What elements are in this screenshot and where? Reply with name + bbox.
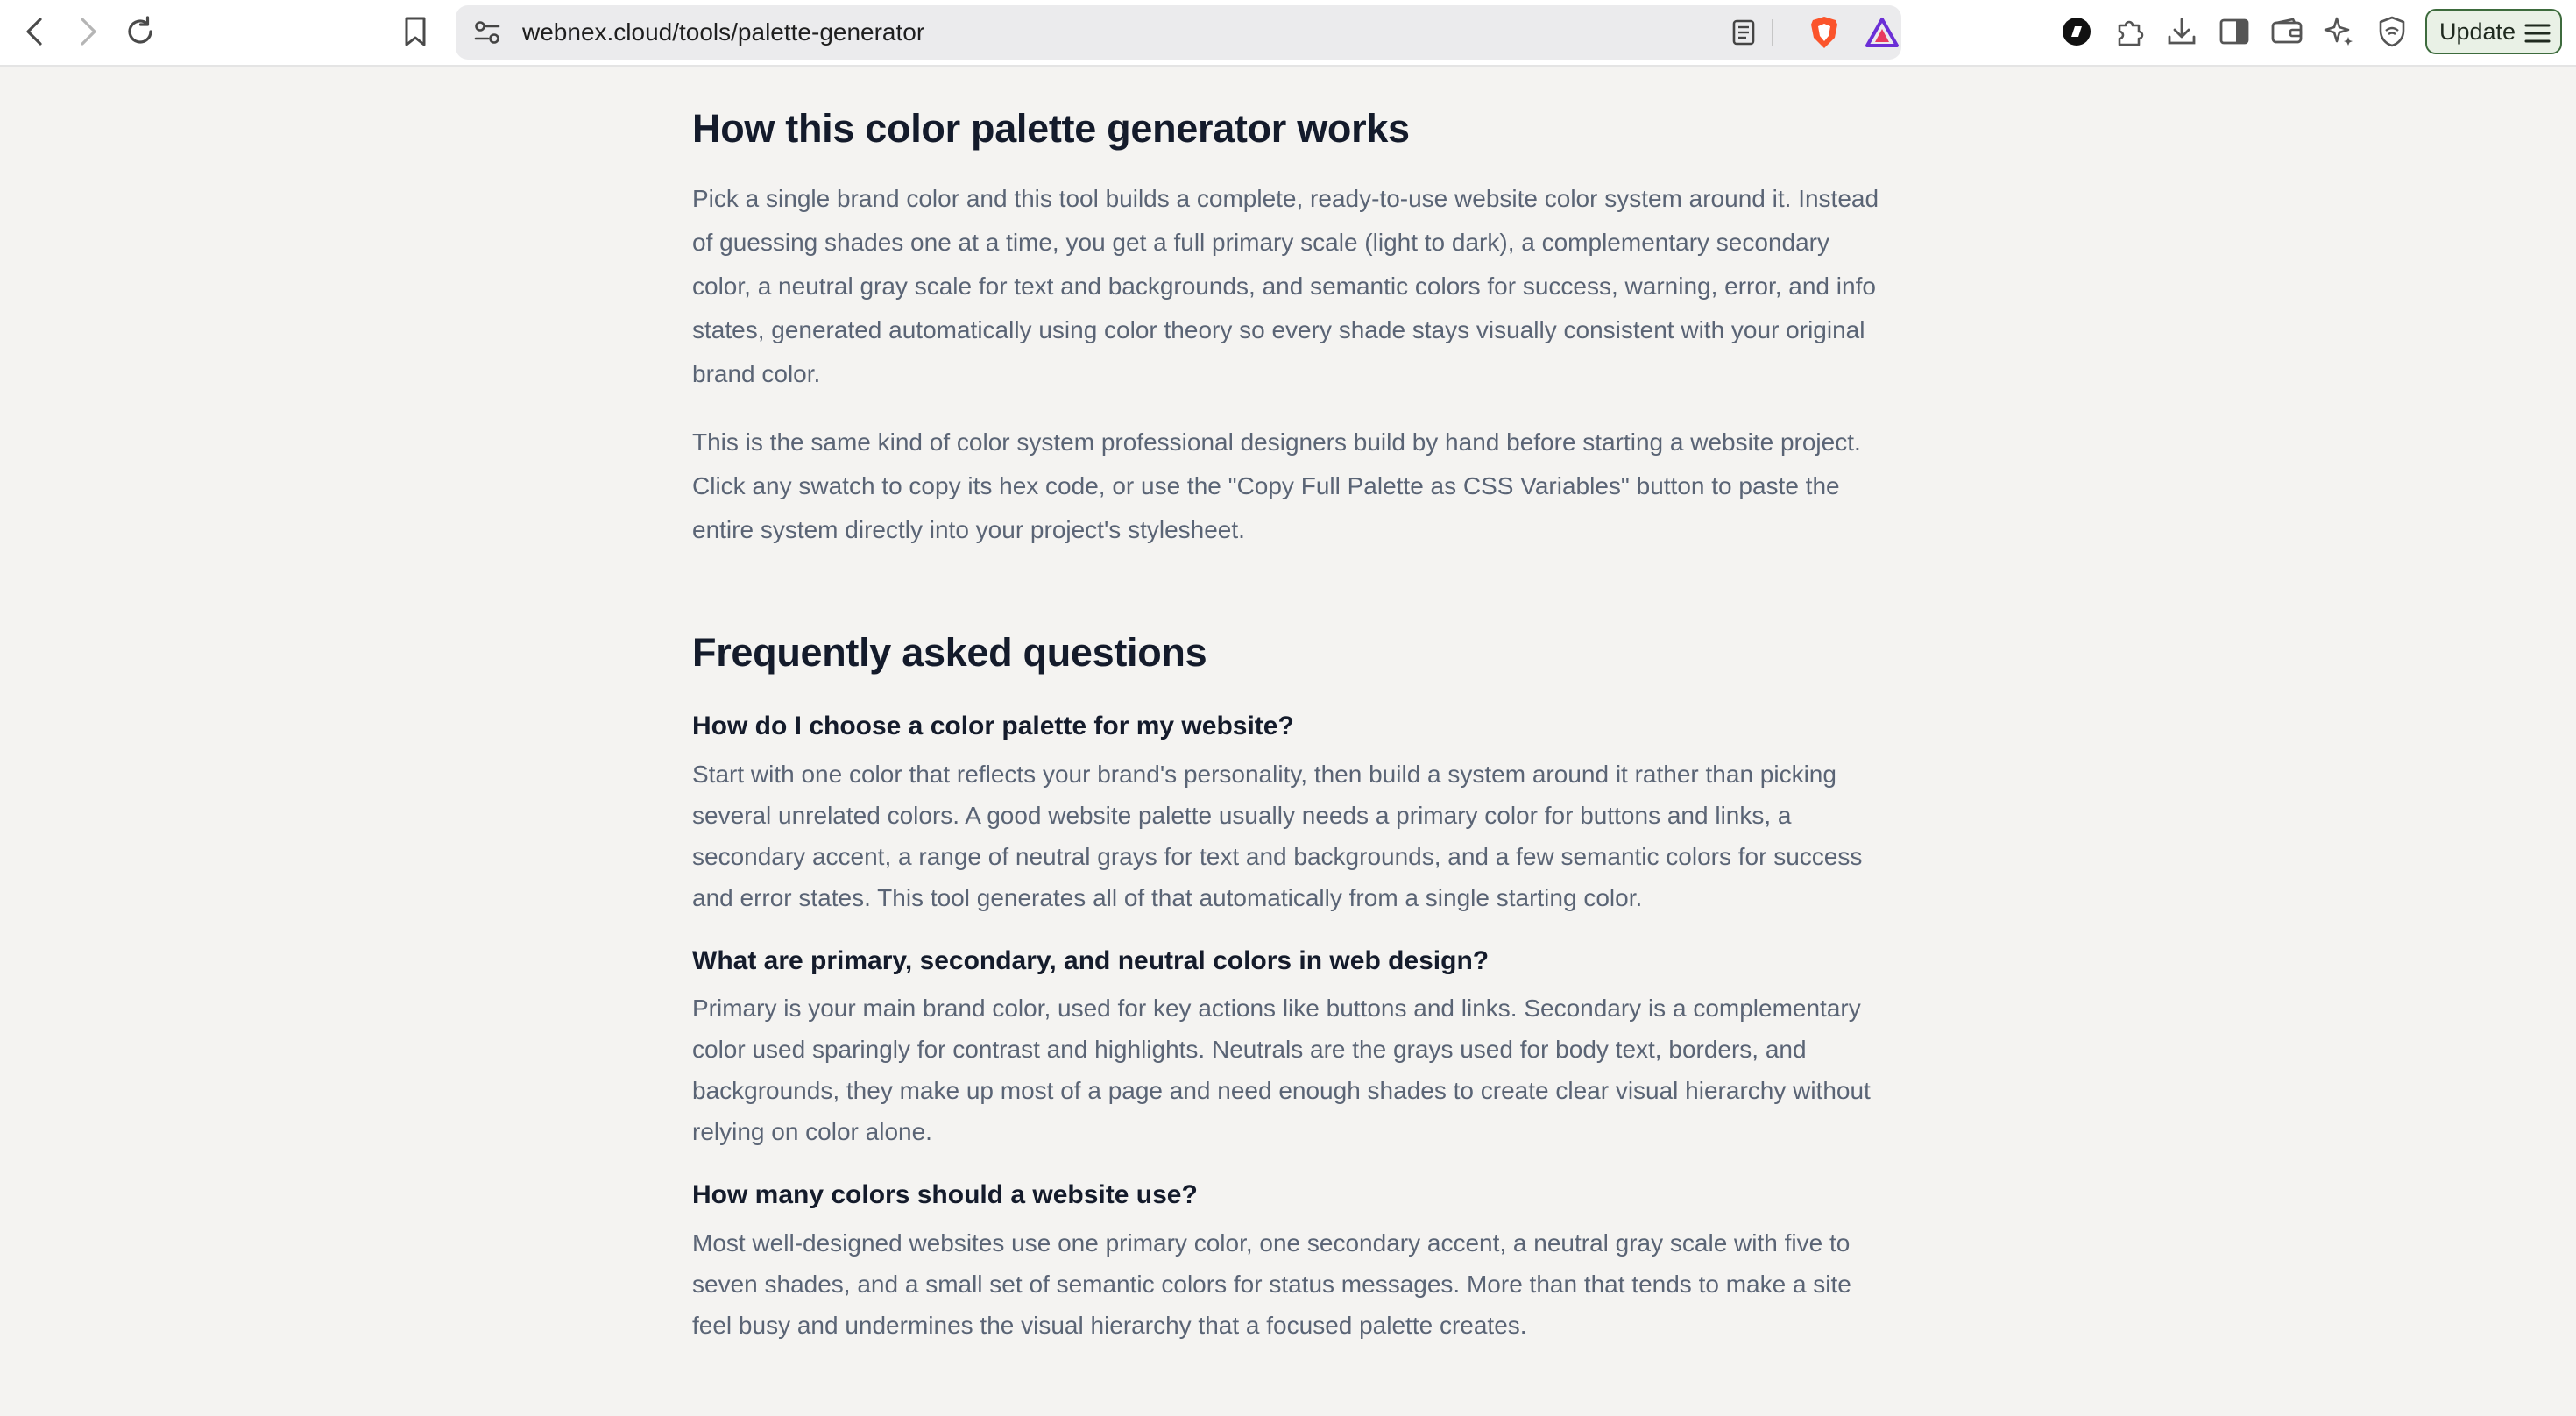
back-arrow-icon[interactable] [14,11,56,53]
browser-toolbar [0,0,2576,67]
faq-question: How many colors should a website use? [692,1180,1198,1209]
faq-answer: Primary is your main brand color, used for key actions like buttons and links. Secondary is a complementary color used sparingly for contrast and highlights. Neutrals are the grays used for body text, borders, and backgrounds, they make up most of a page and need enough shades to create clear visual hierarchy without relying on color alone. [692,995,1871,1145]
forward-arrow-icon[interactable] [67,11,109,53]
leo-icon[interactable] [2056,11,2098,53]
url-text[interactable]: webnex.cloud/tools/palette-generator [522,18,925,46]
faq-heading: Frequently asked questions [692,630,1207,675]
extensions-icon[interactable] [2108,11,2150,53]
download-icon[interactable] [2161,11,2203,53]
faq-item [692,710,1888,918]
faq-answer: Start with one color that reflects your brand's personality, then build a system around it rather than picking several unrelated colors. A good website palette usually needs a primary color for buttons and links, a secondary accent, a range of neutral grays for text and backgrounds, and a few semantic colors for success and error states. This tool generates all of that automatically from a single starting color. [692,760,1863,911]
update-label: Update [2439,18,2516,45]
how-it-works-heading: How this color palette generator works [692,106,1410,151]
hamburger-menu-icon[interactable] [2523,21,2551,50]
how-it-works-section [692,105,1888,552]
wallet-icon[interactable] [2266,11,2308,53]
faq-item [692,945,1888,1153]
vpn-shield-icon[interactable] [2371,11,2413,53]
faq-question: What are primary, secondary, and neutral colors in web design? [692,945,1490,975]
bookmark-icon[interactable] [394,11,436,53]
site-settings-icon[interactable] [466,11,508,53]
faq-item [692,1179,1888,1346]
update-button[interactable] [2425,9,2562,54]
how-it-works-paragraph-2: This is the same kind of color system professional designers build by hand before starting a website project. Click any swatch to copy its hex code, or use the "Copy Full Palette as CSS Variables" button to paste the entire system directly into your project's stylesheet. [692,428,1861,543]
faq-answer: Most well-designed websites use one primary color, one secondary accent, a neutral gray scale with five to seven shades, and a small set of semantic colors for status messages. More than that tends to make a site feel busy and undermines the visual hierarchy that a focused palette creates. [692,1228,1851,1339]
address-bar[interactable] [456,5,1901,60]
article-content [692,67,1888,1346]
sidebar-icon[interactable] [2213,11,2255,53]
faq-question: How do I choose a color palette for my website? [692,712,1294,740]
brave-shield-icon[interactable] [1803,11,1845,53]
how-it-works-paragraph-1: Pick a single brand color and this tool builds a complete, ready-to-use website color system around it. Instead of guessing shades one at a time, you get a full primary scale (light to dark), a complementary secondary color, a neutral gray scale for text and backgrounds, and semantic colors for success, warning, error, and info states, generated automatically using color theory so every shade stays visually consistent with your original brand color. [692,185,1879,387]
reload-icon[interactable] [119,11,161,53]
faq-section [692,629,1888,1346]
brave-rewards-icon[interactable] [1861,11,1903,53]
reader-mode-icon[interactable] [1723,11,1765,53]
sparkle-icon[interactable] [2318,11,2360,53]
url-separator [1772,19,1773,46]
